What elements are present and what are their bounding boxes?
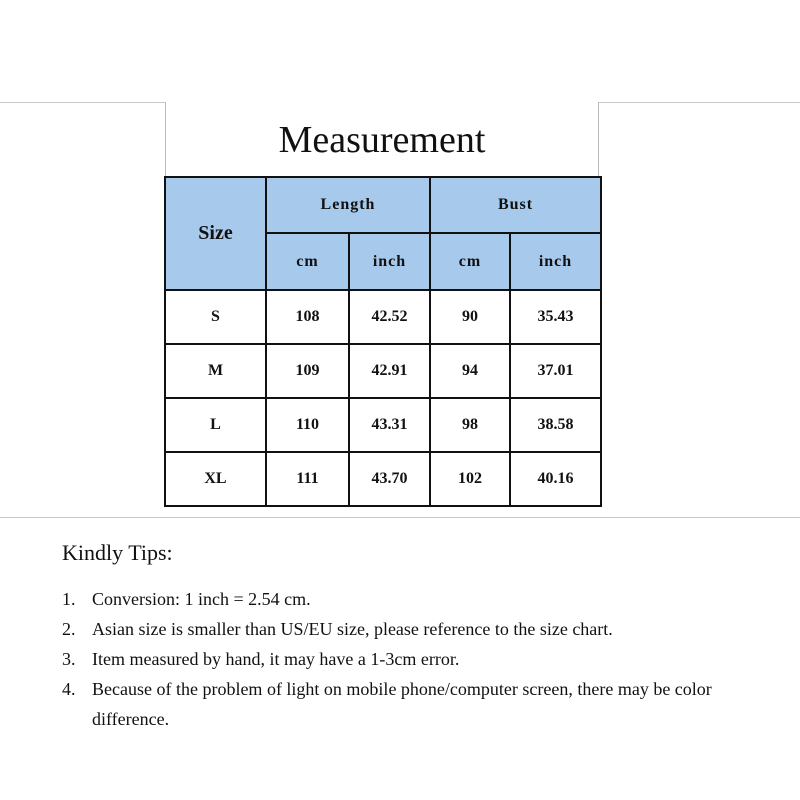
tip-text: Item measured by hand, it may have a 1-3cm error. <box>92 649 460 669</box>
value-cell: 42.91 <box>349 344 430 398</box>
value-cell: 110 <box>266 398 349 452</box>
size-cell: S <box>165 290 266 344</box>
value-cell: 111 <box>266 452 349 506</box>
value-cell: 102 <box>430 452 510 506</box>
table-row <box>165 398 601 452</box>
bust-header: Bust <box>430 177 601 233</box>
list-item <box>62 674 782 734</box>
size-cell: XL <box>165 452 266 506</box>
length-header: Length <box>266 177 430 233</box>
size-cell: L <box>165 398 266 452</box>
tips-title: Kindly Tips: <box>62 540 173 565</box>
value-cell: 43.31 <box>349 398 430 452</box>
value-cell: 38.58 <box>510 398 601 452</box>
value-cell: 98 <box>430 398 510 452</box>
tip-text: Conversion: 1 inch = 2.54 cm. <box>92 589 311 609</box>
value-cell: 43.70 <box>349 452 430 506</box>
list-item <box>62 584 782 614</box>
value-cell: 37.01 <box>510 344 601 398</box>
unit-header: cm <box>266 233 349 290</box>
value-cell: 109 <box>266 344 349 398</box>
table-header-row <box>165 177 601 233</box>
list-number: 1. <box>62 589 76 609</box>
kindly-tips <box>62 540 782 734</box>
page-title: Measurement <box>165 102 599 177</box>
list-item <box>62 644 782 674</box>
value-cell: 40.16 <box>510 452 601 506</box>
value-cell: 42.52 <box>349 290 430 344</box>
list-number: 4. <box>62 679 76 699</box>
unit-header: inch <box>349 233 430 290</box>
tip-text: Because of the problem of light on mobile phone/computer screen, there may be color difference. <box>92 679 712 729</box>
size-header: Size <box>165 177 266 290</box>
unit-header: inch <box>510 233 601 290</box>
tips-list <box>62 584 782 734</box>
size-chart-table <box>164 176 602 507</box>
bottom-divider <box>0 517 800 518</box>
table-row <box>165 290 601 344</box>
size-cell: M <box>165 344 266 398</box>
value-cell: 35.43 <box>510 290 601 344</box>
tip-text: Asian size is smaller than US/EU size, please reference to the size chart. <box>92 619 613 639</box>
value-cell: 90 <box>430 290 510 344</box>
value-cell: 94 <box>430 344 510 398</box>
list-number: 3. <box>62 649 76 669</box>
list-item <box>62 614 782 644</box>
table-row <box>165 452 601 506</box>
table-row <box>165 344 601 398</box>
value-cell: 108 <box>266 290 349 344</box>
list-number: 2. <box>62 619 76 639</box>
unit-header: cm <box>430 233 510 290</box>
